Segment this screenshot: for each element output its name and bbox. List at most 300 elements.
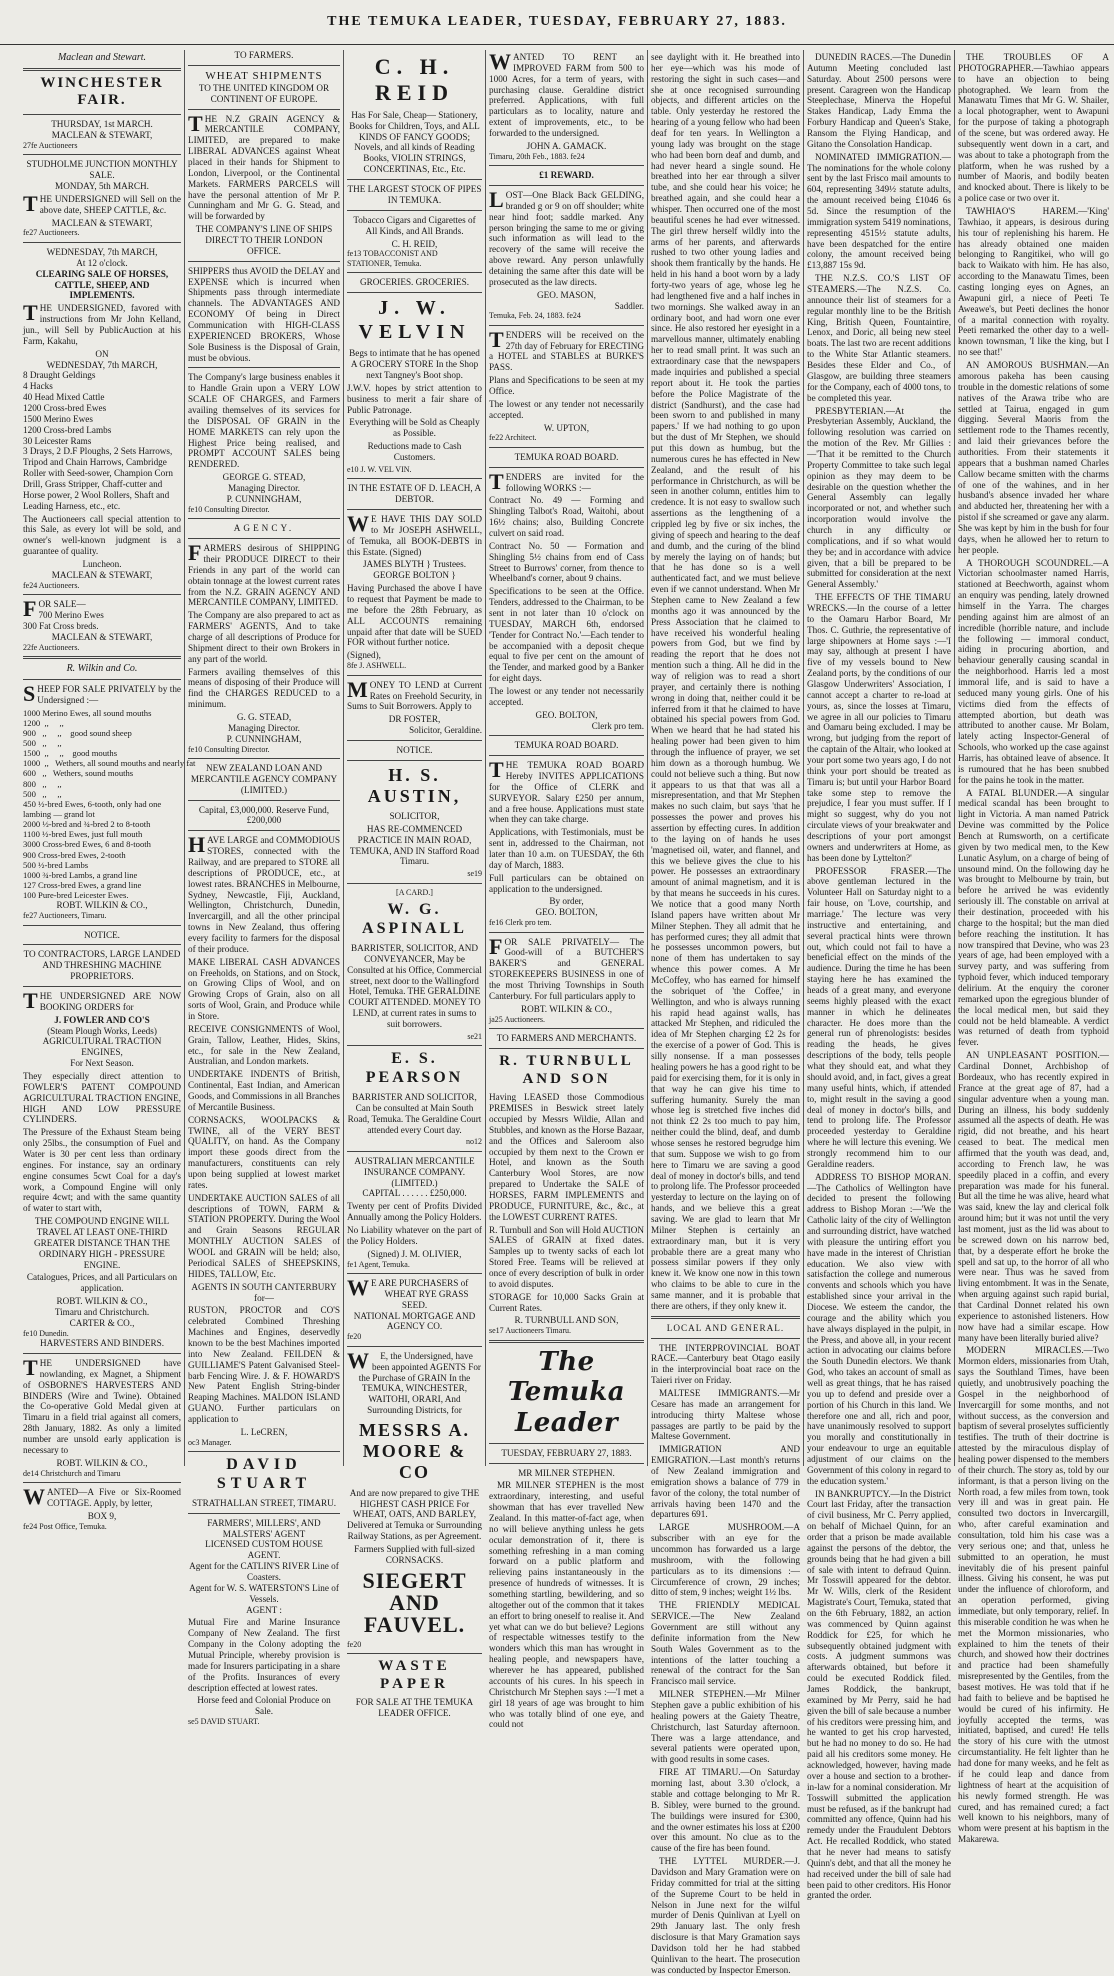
ad-body: Catalogues, Prices, and all Particulars on application. (26, 1272, 178, 1294)
ad-title: TEMUKA ROAD BOARD. (514, 740, 619, 751)
divider (347, 292, 482, 293)
ad-sub: Horse feed and Colonial Produce on Sale. (197, 1695, 331, 1717)
ad-body: Contract No. 50 — Formation and Shingling 5½ chains from end of Cass Street to Burrows' corner, from thence to Wheelband's corner, about 9 chains. (489, 540, 644, 584)
ad-ref: fe10 Dunedin. (23, 1328, 69, 1338)
divider (347, 883, 482, 884)
ad-body: WANTED—A Five or Six-Roomed COTTAGE. Apply, by letter, (23, 1484, 181, 1510)
ad-sig: GEO. BOLTON, (535, 907, 598, 918)
ad-body: THE COMPANY'S LINE OF SHIPS DIRECT TO THEIR LONDON OFFICE. (195, 224, 333, 256)
ad-ref: no12 (466, 1137, 482, 1147)
news-item: THE N.Z.S. CO.'S LIST OF STEAMERS.—The N.Z.S. Co. announce their list of steamers for a regular monthly line to be the British King, British Queen, Fountaintire, Lenox, and Doric, all being new steel boats. The last two are recent additions to the White Star Atlantic steamers. Besides these Elder and Co., of Glasgow, are building three steamers for the Company, each of 4000 tons, to be completed this year. (807, 273, 951, 403)
list-item: 1200 ,, ,, (23, 717, 64, 728)
ad-title: IN THE ESTATE OF D. LEACH, A DEBTOR. (347, 483, 482, 505)
article-body: see daylight with it. He breathed into her eye—which was his mode of restoring the sight in such cases—and she at once recognised surrounding objects, and different articles on the table. Only yesterday he restored the hearing of a young fellow who had been deaf for ten years. In Wellington a young lady was brought on the stage who had been born deaf and dumb, and had never heard a single sound. He breathed into her ear through a silver tube, and she could hear his voice; he breathed again, and she could hear a whisper. Then occurred one of the most beautiful scenes he had ever witnessed. The girl threw herself wildly into the arms of her parents, and afterwards rushed to two other young ladies and shook them frantically by the hands. He held in his hand a boot worn by a lady forty-two years of age, whose leg he had lengthened five and a half inches in two mornings. She walked away in an ordinary boot, and had worn one ever since. He also restored her eyesight in a marvellous manner, ultimately enabling her to read small print. It was such an extraordinary case that the newspapers made inquiries and published a special report about it. He took the parties before the Police Magistrate of the district (Sandhurst), and the case had been sworn to and published in many papers.' If we had nothing to go upon but the dust of Mr Stephen, we should put this down as humbug, but the numerous cures he has effected in New Zealand, and the result of his performance in Christchurch, as will be seen in another column, entitles him to credence. It is not easy to swallow such assertions as the lengthening of a crippled leg by five or six inches, the giving of speech and hearing to the deaf and dumb, and the curing of the blind by merely the laying on of hands; but that he has done so is a well authenticated fact, and we must believe even if we cannot understand. When Mr Stephen came to New Zealand a few months ago it was announced by the Press Association that he claimed to have received his wonderful healing powers from God, but we find by reading the report that he does not mention such a thing. All he did in the way of religion was to read a short prayer, and certainly there is nothing wrong in doing that, neither could it be inferred from it that he claimed to have obtained his special powers from God. When we heard that he had stated his healing power had been given to him through the influence of prayer, we set him down as a thorough humbug. We could not believe such a thing. But now it appears to us that that was all a misrepresentation, and that Mr Stephen makes no such claim, but says 'that he possesses the power and proves his assertion by effecting cures. In addition to the laying on of hands he uses 'magnetised oil, water, and flannel, and this we believe gives the clue to his power. He possesses an extraordinary amount of animal magnetism, and it is by that means he succeeds in his cures. We notice that a good many North Island papers have written about Mr Milner Stephen. They all admit that he has performed cures; they all admit that he possesses uncommon powers, but none of them has undertaken to say whence this power comes. A Mr McCoffey, who has earned for himself the sobriquet of 'the Coffee,' in Wellington, and who is always running his rapid head against walls, has attacked Mr Stephen, and ridiculed the idea of Mr Stephen charging £2 2s for the exercise of a power of God. This is silly nonsense. If a man possesses healing powers he has a good right to be paid for exercising them, for it is only in that way he can give his time to suffering humanity. Surely the man whose leg is stretched five inches did not think £2 2s too much to pay him, neither could the blind, deaf, and dumb whose senses he restored begrudge him that sum. Suppose we wish to go from here to Timaru we are saving a good deal of money in doctor's bills, and tend to prolong life. The Professor proceeded yesterday to lecture on the laying on of hands, and we believe this a great saving. We are glad to learn that Mr Milner Stephen is certainly an extraordinary man, but it is very probable there are a great many who possess similar powers if they only knew it. We know one now in this town who claims to be able to cure in the same manner, and it is probable that there are others, if they only knew it. (651, 52, 800, 1311)
ad-signed: (Signed), (347, 650, 381, 661)
ad-body: Everything will be Sold as Cheaply as Possible. (349, 417, 480, 439)
divider (347, 509, 482, 510)
divider (23, 68, 181, 71)
ad-title: AUSTRALIAN MERCANTILE INSURANCE COMPANY. (LIMITED.) (354, 1155, 475, 1188)
list-item: 1100 ½-bred Ewes, just full mouth (23, 829, 143, 840)
news-item: THE LYTTEL MURDER.—J. Davidson and Mary Gramation were on Friday committed for trial at the sitting of the Supreme Court to be held in Nelson in June next for the wilful murder of Denis Quinlivan at Lyell on 29th January last. The only fresh disclosure is that Mary Gramation says Davidson told her he had stabbed Quinlivan to the heart. The prosecution was conducted by Inspector Emerson. (651, 1856, 800, 1975)
ad-capital: Capital, £3,000,000. Reserve Fund, £200,000 (198, 804, 330, 826)
list-item: 8 Draught Geldings (23, 370, 96, 381)
ad-ref: fe22 Architect. (489, 433, 537, 443)
ad-title: TO FARMERS. (234, 50, 294, 60)
ad-ref: 27fe Auctioneers (23, 140, 78, 150)
ad-ref: fe27 Auctioneers, Timaru. (23, 911, 107, 921)
paper-title: The Temuka Leader (507, 1346, 626, 1439)
ad-ref: Temuka, Feb. 24, 1883. fe24 (489, 311, 581, 321)
ad-body: Has For Sale, Cheap— Stationery, Books for Children, Toys, and ALL KINDS OF FANCY GOODS; Novels, and all kinds of Reading Books, VIOLIN STRINGS, CONCERTINAS, Etc., Etc. (349, 109, 480, 175)
ad-sub: AGRICULTURAL TRACTION ENGINES, (42, 1036, 162, 1058)
ad-sig: L. LeCREN, (240, 1426, 288, 1437)
ad-sig: Solicitor, Geraldine. (409, 725, 482, 736)
ad-date: THURSDAY, 1st MARCH. (51, 119, 153, 130)
ad-ref: fe13 TOBACCONIST AND STATIONER, Temuka. (347, 249, 438, 268)
ad-date: WEDNESDAY, 7th MARCH, (46, 246, 158, 257)
ad-on: ON (95, 348, 109, 359)
ad-body: Farmers Supplied with full-sized CORNSACKS. (354, 1543, 475, 1565)
ad-name: DAVID STUART (216, 1456, 312, 1492)
ad-body: SHIPPERS thus AVOID the DELAY and EXPENSE which is incurred when Shipments pass through intermediate channels. The ADVANTAGES AND ECONOMY Of being in Direct Communication with HIGH-CLASS EXPERIENCED BROKERS, Whose Sole Business is the Disposal of Grain, must be obvious. (188, 265, 340, 363)
divider (347, 1273, 482, 1274)
column-6 (803, 50, 954, 1901)
ad-order: By order, (549, 896, 584, 907)
masthead-title: THE TEMUKA LEADER, TUESDAY, FEBRUARY 27, 1883. (327, 14, 787, 29)
divider (347, 210, 482, 211)
divider (188, 830, 340, 831)
divider (188, 367, 340, 368)
ad-body: Contract No. 49 — Forming and Shingling Talbot's Road, Waitohi, about 16½ chains; also, Building Concrete culvert on said road. (489, 495, 644, 538)
ad-title: FOR SALE— (23, 596, 86, 622)
divider (347, 1653, 482, 1654)
ad-sig: P. CUNNINGHAM, (226, 733, 302, 744)
ad-body: THE N.Z GRAIN AGENCY & MERCANTILE COMPANY, LIMITED, are prepared to make LIBERAL ADVANCES against Wheat placed in their hands for Shipment to London, Liverpool, or the Continental Markets. FARMERS PARCELS will have the personal attention of Mr P. Cunningham and Mr G. G. Stead, and will be forwarded by (188, 110, 340, 222)
ad-title: HARVESTERS AND BINDERS. (39, 1338, 165, 1349)
list-item: 500 ,, ,, (23, 737, 62, 748)
ad-body: Applications, with Testimonials, must be sent in, addressed to the Chairman, not later than 10 a.m. on TUESDAY, the 6th day of March, 1883. (489, 827, 644, 870)
ad-body: THE TEMUKA ROAD BOARD Hereby INVITES APPLICATIONS for the Office of CLERK and SURVEYOR. Salary £250 per annum, and a free house. Applications must state when they can take charge. (489, 757, 644, 825)
ad-ref: fe16 Clerk pro tem. (489, 918, 552, 928)
ad-body: STORAGE for 10,000 Sacks Grain at Current Rates. (489, 1291, 644, 1313)
ad-name: MESSRS A. MOORE & CO (358, 1419, 471, 1483)
ad-firm: CARTER & CO., (69, 1317, 135, 1328)
ad-ref: se19 (467, 869, 482, 879)
divider (23, 1353, 181, 1354)
ad-body: Begs to intimate that he has opened A GROCERY STORE In the Shop next Tangney's Boot shop. (349, 348, 480, 380)
list-item: 800 ,, ,, (23, 778, 62, 789)
news-item: A THOROUGH SCOUNDREL.—A Victorian schoolmaster named Harris, stationed at Beechworth, against whom an enquiry was pending, lately drowned himself in the Yarra. The charges pending against him are almost of an incredible (horrible nature, and include the following — immoral conduct, aiding in procuring abortion, and behaviour generally causing scandal in the neighborhood. Harris led a most immoral life, and is said to have a seduced many young girls. One of his victims died from the effects of attempted abortion, but death was attributed to another cause. Mr Bolam, lately acting Inspector-General of Schools, who worked up the case against Harris, has obtained leave of absence. It is rumoured that he has been snubbed for the pains he took in the matter. (958, 557, 1109, 785)
ad-body: The lowest or any tender not necessarily accepted. (489, 686, 644, 707)
ad-firm: ROBT. WILKIN & CO., (56, 1296, 148, 1307)
ad-sig: C. H. REID, (391, 238, 438, 249)
ad-body: WHEAT RYE GRASS SEED. (384, 1288, 469, 1310)
divider (489, 325, 644, 326)
ad-ref: 22fe Auctioneers. (23, 642, 80, 652)
divider (347, 1045, 482, 1046)
divider (23, 925, 181, 926)
ad-firm: NATIONAL MORTGAGE AND AGENCY CO. (353, 1310, 476, 1332)
ad-body: CORNSACKS, WOOLPACKS & TWINE, all of the VERY BEST QUALITY, on hand. As the Company import these goods direct from the manufacturers, constituents can rely upon being supplied at lowest market rates. (188, 1114, 340, 1190)
ad-name: H. S. AUSTIN, (367, 764, 462, 806)
news-item: MALTESE IMMIGRANTS.—Mr Cesare has made an arrangement for introducing thirty Maltese whose passages are partly to be paid by the Maltese Government. (651, 1387, 800, 1442)
news-item: NOMINATED IMMIGRATION.—The nominations for the whole colony sent by the last Frisco mail amounts to 604, representing 349½ statute adults, the amount received being £1046 6s 5d. Since the resumption of the immigration system 5419 nominations, representing 4515½ statute adults, have been despatched for the entire colony, the amount received being £13,887 15s 9d. (807, 151, 951, 271)
ad-ref: Timaru, 20th Feb., 1883. fe24 (489, 151, 585, 161)
divider (23, 154, 181, 155)
ad-sig: G. G. STEAD, (236, 711, 292, 722)
news-item: A FATAL BLUNDER.—A singular medical scandal has been brought to light in Victoria. A man named Patrick Devine was committed by the Police Bench at Rumsworth, on a certificate given by two medical men, to the Kew Lunatic Asylum, on a charge of being of unsound mind. On the following day he was brought to Melbourne by train, but before he arrived he was evidently seriously ill. The constable on arrival at their destination, proceeded with his charge to the hospital; but the man died before reaching the institution. It has now transpired that Devine, who was 23 years of age, had been employed with a survey party, and was suffering from typhoid fever, which induced temporary delirium. At the enquiry the coroner remarked upon the egregious blunder of the local medical men, but said they could not be held blameable. A verdict was returned of death from typhoid fever. (958, 787, 1109, 1048)
ad-title: TO CONTRACTORS, LARGE LANDED AND THRESHING MACHINE PROPRIETORS. (23, 949, 181, 982)
list-item: 900 Cross-bred Ewes, 2-tooth (23, 849, 126, 860)
column-7 (954, 50, 1112, 1845)
divider (489, 1340, 644, 1343)
list-item: 3000 Cross-bred Ewes, 6 and 8-tooth (23, 839, 151, 850)
ad-body: J.W.V. hopes by strict attention to business to merit a fair share of Public Patronage. (347, 382, 482, 415)
ad-sig: Managing Director. (228, 722, 300, 733)
ad-body: The Company's large business enables it to Handle Grain upon a VERY LOW SCALE OF CHARGES, and Farmers availing themselves of its services for the DISPOSAL OF GRAIN in the HOME MARKETS can rely upon the Highest Price being realised, and PROMPT ACCOUNT SALES being RENDERED. (188, 372, 340, 470)
article-title: MR MILNER STEPHEN. (518, 1467, 615, 1478)
ad-body: The Pressure of the Exhaust Steam being only 25lbs., the consumption of Fuel and Water is 30 per cent less than ordinary engines. For instance, say an ordinary engine consumes 5cwt Coal for a day's work, a Compound Engine will only require 4cwt; and with the same quantity of water to start with, (23, 1127, 181, 1214)
ad-title: TO FARMERS AND MERCHANTS. (496, 1033, 637, 1043)
news-item: THE TROUBLES OF A PHOTOGRAPHER.—Tawhiao appears to have an objection to being photographed. We learn from the Manawatu Times that Mr G. W. Shailer, a local photographer, went to Awapuni for the purpose of taking a photograph of the scene, but was ordered away. He subsequently went down in a cart, and was about to take a photograph from the platform, when he was rushed by a number of Maoris, and bodily beaten and knocked about. There is likely to be a police case or two over it. (958, 52, 1109, 204)
ad-sub: Agent for W. S. WATERSTON'S Line of Vessels. (189, 1582, 339, 1604)
ad-ref: se17 Auctioneers Timaru. (489, 1326, 571, 1336)
divider (489, 755, 644, 756)
ad-body: Mutual Fire and Marine Insurance Company of New Zealand. The first Company in the Colony adopting the Mutual Principle, whereby provision is made for Insurers participating in a share of the Profits. Insurances of every description effected at lowest rates. (188, 1617, 340, 1693)
divider (651, 1338, 800, 1339)
ad-body: FARMERS desirous of SHIPPING their PRODUCE DIRECT to their Friends in any part of the world can obtain tonnage at the lowest current rates from the N.Z. GRAIN AGENCY AND MERCANTILE COMPANY, LIMITED. (188, 540, 340, 608)
divider (188, 261, 340, 262)
ad-title: WASTE PAPER (378, 1658, 451, 1692)
ad-firm: ROBT. WILKIN & CO., (56, 1457, 148, 1468)
section-title: LOCAL AND GENERAL. (666, 1322, 785, 1333)
ad-title: GROCERIES. GROCERIES. (360, 277, 469, 288)
divider (23, 242, 181, 243)
article-body: MR MILNER STEPHEN is the most extraordinary, interesting, and useful showman that has ever travelled New Zealand. In this matter-of-fact age, when no will believe anything unless he gets ocular demonstration of it, there is something refreshing in a man coming forward on a public platform and relieving pains instantaneously in the presence of hundreds of witnesses. It is something startling, bewildering, and so altogether out of the common that it takes an effort to bring oneself to realise it. And yet what can we do but believe? Legions of respectable witnesses testify to the wonders which this man has wrought in healing people, and newspapers have, wherever he has appeared, published accounts of his cures. In his speech in Christchurch Mr Stephen says :—'I met a girl 18 years of age was brought to him who was totally blind of one eye, and could not (489, 1480, 644, 1730)
ad-body: The lowest or any tender not necessarily accepted. (489, 398, 644, 420)
ad-ref: fe10 Consulting Director. (188, 744, 270, 754)
list-item: 127 Cross-bred Ewes, a grand line (23, 879, 142, 890)
ad-firm: MACLEAN & STEWART, (51, 130, 153, 141)
ad-name: W. G. ASPINALL (362, 901, 467, 938)
list-item: 40 Head Mixed Cattle (23, 392, 105, 403)
ad-sig: P. CUNNINGHAM, (226, 493, 302, 504)
ad-body: Reductions made to Cash Customers. (367, 441, 462, 463)
ad-note: The Auctioneers call special attention to this Sale, as every lot will be sold, and owner's well-known judgment is a guarantee of quality. (23, 513, 181, 557)
list-item: 3 Drays, 2 D.F Ploughs, 2 Sets Harrows, Tripod and Chain Harrows, Cambridge Roller with Seed-sower, Champion Corn Drill, Grass Stripper, Chaff-cutter and Horse power, 2 Wool Rollers, Shaft and Leading Harness, etc., etc. (23, 446, 173, 511)
ad-firm: MACLEAN & STEWART, (51, 631, 153, 642)
ad-date: MONDAY, 5th MARCH. (55, 181, 149, 192)
divider (347, 675, 482, 676)
news-item: LARGE MUSHROOM.—A subscriber with an eye for the uncommon has forwarded us a large mushroom, with the following particulars as to its dimensions :—Circumference of crown, 29 inches; ditto of stem, 9 inches; weight 1½ lbs. (651, 1522, 800, 1598)
ad-sig: JOHN A. GAMACK. (526, 140, 607, 151)
ad-ref: ja25 Auctioneers. (489, 1014, 545, 1024)
list-item: 1000 ¾-bred Lambs, a grand line (23, 869, 138, 880)
list-item: 500 ½-bred Lambs (23, 859, 89, 870)
ad-sub: AGENTS IN SOUTH CANTERBURY for— (191, 1281, 337, 1303)
divider (23, 594, 181, 595)
ad-card: [A CARD.] (396, 887, 433, 897)
ad-title: WE ARE PURCHASERS of (347, 1275, 469, 1301)
ad-body: R. Turnbull and Son will Hold AUCTION SALES of GRAIN at fixed dates. Samples up to twenty sacks of each lot Stored Free. Teams will be relieved at once of every description of bulk in order to avoid disputes. (489, 1224, 644, 1289)
list-item: 30 Leicester Rams (23, 435, 92, 446)
ad-body: The Company are also prepared to act as FARMERS' AGENTS, And to take charge of all descriptions of Produce for Shipment direct to their own Brokers in any part of the world. (188, 610, 340, 664)
divider (489, 932, 644, 933)
ad-body: Having LEASED those Commodious PREMISES in Beswick street lately occupied by Messrs Wildie, Allan and Stubbles, and known as the Horse Bazaar, and the Offices and Saleroom also occupied by them next to the Crown er Hotel, and known as the South Canterbury Wool Stores, are now prepared to Undertake the SALE of HORSES, FARM IMPLEMENTS and PRODUCE, FURNITURE, &c., &c., at the LOWEST CURRENT RATES. (489, 1092, 644, 1222)
notice-title: NOTICE. (396, 744, 433, 755)
divider (188, 758, 340, 759)
ad-name: R. TURNBULL AND SON (499, 1052, 634, 1087)
ad-body: HAVE LARGE and COMMODIOUS STORES, connected with the Railway, and are prepared to STORE all descriptions of PRODUCE, etc., at lowest rates. BRANCHES in Melbourne, Sydney, Newcastle, Fiji, Auckland, Wellington, Christchurch, Dunedin, Invercargill, and all the other principal towns in New Zealand, thus offering every facility to farmers for the disposal of their produce. (188, 832, 340, 954)
ad-capital: CAPITAL . . . . . . £250,000. (362, 1188, 467, 1199)
news-item: FIRE AT TIMARU.—On Saturday morning last, about 3.30 o'clock, a stable and cottage belonging to Mr R. B. Sibley, were burned to the ground. The buildings were insured for £300, and the owner estimates his loss at £200 over this amount. No clue as to the cause of the fire has been found. (651, 1767, 800, 1854)
news-item: IMMIGRATION AND EMIGRATION.—Last month's returns of New Zealand immigration and emigration shows a balance of 779 in favor of the colony, the total number of arrivals having been 1470 and the departures 691. (651, 1444, 800, 1520)
ad-sig: JAMES BLYTH } Trustees. GEORGE BOLTON } (362, 559, 467, 581)
divider (489, 1463, 644, 1464)
ad-items (23, 370, 181, 511)
ad-body: THE UNDERSIGNED, favored with instructions from Mr John Kelland, jun., will Sell by PublicAuction at his Farm, Kakahu, (23, 300, 181, 346)
ad-ref: e10 J. W. VEL VIN. (347, 464, 412, 474)
ad-body: RUSTON, PROCTOR and CO'S celebrated Combined Threshing Machines and Engines, deservedly known to be the best Machines imported into New Zealand. FEILDEN & GUILLIAME'S Patent Galvanised Steel-barb Fencing Wire. J. & F. HOWARD'S New Patent English String-binder Reaping Machines. MALDON ISLAND GUANO. Further particulars on application to (188, 1305, 340, 1424)
divider (188, 800, 340, 801)
ad-sig: (Signed) J. M. OLIVIER, (367, 1248, 462, 1259)
ad-body: UNDERTAKE INDENTS of British, Continental, East Indian, and American Goods, and Commissions in all Branches of Mercantile Business. (188, 1069, 340, 1112)
ad-body: UNDERTAKE AUCTION SALES of all descriptions of TOWN, FARM & STATION PROPERTY. During the Wool and Grain Seasons REGULAR MONTHLY AUCTION SALES of WOOL and GRAIN will be held; also, Periodical SALES of SHEEPSKINS, HIDES, TALLOW, Etc. (188, 1192, 340, 1279)
news-item: TAWHIAO'S HAREM.—'King' Tawhiao, it appears, is desirous during his tour of replenishing his harem. He has already obtained one maiden belonging to Rangitikei, who will go back to Waikato with him. He has also, according to the Manawatu Times, been casting longing eyes on Agnes, an Awapuni girl, a niece of Peeti Te Aweawe's, but Peeti declines the honor of a marital connection with royalty. Peeti remarked the other day to a well-known townsman, 'I like the king, but I no see that!' (958, 206, 1109, 358)
ad-title: TEMUKA ROAD BOARD. (514, 451, 619, 462)
news-item: MILNER STEPHEN.—Mr Milner Stephen gave a public exhibition of his healing powers at the Gaiety Theatre, Christchurch, last Saturday afternoon. There was a large attendance, and several patients were operated upon, with good results in some cases. (651, 1689, 800, 1765)
divider (347, 179, 482, 180)
list-item: 1000 Merino Ewes, all sound mouths (23, 707, 152, 718)
ad-firm: ROBT. WILKIN & CO., (56, 900, 148, 911)
divider (489, 1028, 644, 1029)
ad-body: THE COMPOUND ENGINE WILL TRAVEL AT LEAST ONE-THIRD GREATER DISTANCE THAN THE ORDINARY HIGH - PRESSURE ENGINE. (34, 1216, 170, 1270)
ad-title: AGENCY. (233, 523, 295, 534)
ad-body: They especially direct attention to FOWLER'S PATENT COMPOUND AGRICULTURAL TRACTION ENGINE, HIGH AND LOW PRESSURE CYLINDERS. (23, 1070, 181, 1125)
ad-body: And are now prepared to give THE HIGHEST CASH PRICE For WHEAT, OATS, AND BARLEY, Delivered at Temuka or Surrounding Railway Stations, as per Agreement. (347, 1487, 482, 1542)
ad-sig: GEO. BOLTON, (535, 709, 598, 720)
ad-title: STUDHOLME JUNCTION MONTHLY SALE. (26, 159, 178, 181)
divider (23, 679, 181, 680)
section-header: Maclean and Stewart. (57, 52, 147, 63)
divider (489, 447, 644, 448)
list-item: 300 Fat Cross breds. (23, 620, 99, 631)
divider (489, 165, 644, 166)
news-item: PRESBYTERIAN.—At the Presbyterian Assembly, Auckland, the following resolution was carried on the motion of the Rev. Mr Gillies :—'That it be remitted to the Church Property Committee to take such legal opinion as they may deem to be desirable on the question whether the General Assembly can legally incorporated or not, and whether such incorporation would involve the church in any difficulty or complications, and if so what would they be; and in accordance with advice given, that a bill be prepared to be submitted for consideration at the next General Assembly.' (807, 405, 951, 590)
divider (23, 986, 181, 987)
ad-sig: W. UPTON, (543, 422, 590, 433)
ad-body: Tobacco Cigars and Cigarettes of All Kinds, and All Brands. (353, 214, 476, 236)
ad-name: J. FOWLER AND CO'S (54, 1014, 150, 1025)
ad-sub: THE LARGEST STOCK OF PIPES IN TEMUKA. (347, 184, 482, 205)
ad-sig: Managing Director. (228, 483, 300, 494)
ad-body: BARRISTER, SOLICITOR, AND CONVEYANCER, May be Consulted at his Office, Commercial street, next door to the Wallingford Hotel, Temuka. THE GERALDINE COURT ATTENDED. MONEY TO LEND, at current rates in sums to suit borrowers. (347, 942, 482, 1029)
list-item: 1000 ,, Wethers, all sound mouths and nearly fat (23, 758, 196, 769)
divider (188, 1451, 340, 1452)
ad-body: Having Purchased the above I have to request that Payment be made to me before the 28th February, as ALL ACCOUNTS remaining unpaid after that date will be SUED FOR without further notice. (347, 583, 482, 648)
section-header: R. Wilkin and Co. (66, 663, 138, 675)
divider (188, 109, 340, 110)
ad-body: FOR SALE AT THE TEMUKA LEADER OFFICE. (355, 1697, 474, 1719)
ad-sub: TO THE UNITED KINGDOM OR CONTINENT OF EUROPE. (198, 82, 330, 104)
divider (651, 1316, 800, 1319)
ad-firm: Timaru and Christchurch. (54, 1307, 150, 1317)
ad-body: LOST—One Black Back GELDING, branded g or 9 on off shoulder; white near hind foot; saddle marked. Any person bringing the same to me or giving such information as will lead to the recovery of the same will receive the above reward. Any person unlawfully detaining the same after this date will be prosecuted as the law directs. (489, 187, 644, 287)
masthead (0, 0, 1114, 45)
ad-body: Specifications to be seen at the Office. Tenders, addressed to the Chairman, to be sent in not later than 10 o'clock on TUESDAY, MARCH 6th, endorsed 'Tender for Contract No.'—Each tender to be accompanied with a deposit cheque equal to five per cent on the amount of the Tender, and marked good by a Banker for eight days. (489, 586, 644, 684)
ad-lunch: Luncheon. (82, 558, 122, 569)
sheep-list (23, 707, 196, 901)
ad-body: WE, the Undersigned, have been appointed AGENTS For the Purchase of GRAIN In the TEMUKA, WINCHESTER, WAITOHI, ORARI, And Surrounding Districts, for (347, 1347, 481, 1416)
divider (489, 467, 644, 468)
column-3 (343, 50, 485, 1719)
list-item: 4 Hacks (23, 381, 53, 392)
ad-title: £1 REWARD. (539, 170, 594, 181)
divider (188, 518, 340, 519)
ad-body: MONEY TO LEND at Current Rates on Freehold Security, in Sums to Suit Borrowers. Apply to (347, 676, 482, 712)
ad-sig: GEORGE G. STEAD, (222, 472, 306, 483)
ad-ref: fe24 Auctioneers. (23, 580, 80, 590)
ad-name: E. S. PEARSON (365, 1050, 464, 1087)
column-4 (485, 49, 647, 1730)
ad-title: WHEAT SHIPMENTS (205, 69, 323, 82)
ad-firm: SIEGERT AND FAUVEL. (362, 1567, 467, 1637)
ad-body: WE HAVE THIS DAY SOLD to Mr JOSEPH ASHWELL, of Temuka, all BOOK-DEBTS in this Estate. (Signed) (347, 511, 482, 557)
divider (347, 272, 482, 273)
ad-sub: LICENSED CUSTOM HOUSE AGENT. (205, 1539, 323, 1561)
ad-sig: DR FOSTER, (388, 714, 441, 725)
ad-sub: AGENT : (246, 1604, 282, 1615)
divider (347, 1151, 482, 1152)
ad-ref: fe1 Agent, Temuka. (347, 1259, 410, 1269)
ad-ref: Clerk pro tem. (591, 720, 644, 731)
ad-body: THE UNDERSIGNED will Sell on the above date, SHEEP CATTLE, &c. (23, 190, 181, 216)
divider (347, 478, 482, 479)
notice-title: NOTICE. (84, 929, 120, 940)
ad-body: No Liability whatever on the part of the Policy Holders. (347, 1225, 482, 1246)
ad-body: WANTED TO RENT an IMPROVED FARM from 500 to 1000 Acres, for a term of years, with purchasing clause. Geraldine district preferred. Applications, with full particulars as to locality, nature and extent of improvements, etc., to be forwarded to the undersigned. (489, 49, 644, 139)
ad-body: MAKE LIBERAL CASH ADVANCES on Freeholds, on Stations, and on Stock, on Growing Clips of Wool, and on Growing Crops of Grain, also on all sorts of Wool, Grain, and Produce while in Store. (188, 956, 340, 1022)
ad-ref: se21 (467, 1031, 482, 1041)
ad-ref: fe10 Consulting Director. (188, 504, 270, 514)
divider (489, 735, 644, 736)
news-item: PROFESSOR FRASER.—The above gentleman lectured in the Volunteer Hall on Saturday night to a fair house, on 'Love, courtship, and marriage.' The lecture was very instructive and entertaining, and several practical hints were thrown out, which could not fail to have a beneficial effect on the minds of the audience. During the time he has been staying here he has examined the heads of a great many, and everyone seems highly pleased with the exact manner in which he delineates character. He does more than the general run of phrenologists: besides reading the heads, he gives descriptions of the body, tells people what they should eat, and what they should avoid, and, in fact, gives a great many useful hints, which, if attended to, might result in the saving a good deal of money in doctor's bills, and tend to prolong life. The Professor proceeded yesterday to Geraldine where he will lecture this evening. We strongly recommend him to our Geraldine readers. (807, 865, 951, 1169)
divider (347, 740, 482, 741)
ad-firm: MACLEAN & STEWART, (51, 217, 153, 228)
divider (347, 1346, 482, 1347)
list-item: 700 Merino Ewes (38, 610, 104, 620)
divider (23, 944, 181, 945)
column-5 (647, 50, 803, 1975)
ad-ref: 8fe J. ASHWELL. (347, 661, 407, 671)
ad-sub: (Steam Plough Works, Leeds) (47, 1025, 157, 1036)
news-item: ADDRESS TO BISHOP MORAN.—The Catholics of Wellington have decided to present the following address to Bishop Moran :—'We the Catholic laity of the city of Wellington and surrounding district, have watched with pleasure the untiring effort you have made in the interest of Christian education. We also view with satisfaction the college and numerous convents and schools which you have established since your arrival in the Diocese. We esteem the candor, the courage and the ability which you have always displayed in the pulpit, in the Press, and above all, in your recent action in advocating our claims before the South Dunedin electors. We thank God, who takes an account of small as well as great things, that he has raised you up to defend and preside over a portion of his Church in this land. We therefore one and all, rich and poor, have unanimously resolved to support you morally and constitutionally in your endeavour to urge an equitable adjustment of our claims on the Government of this colony in regard to the education system.' (807, 1171, 951, 1486)
ad-ref: fe24 Post Office, Temuka. (23, 1521, 107, 1531)
divider (347, 760, 482, 761)
divider (489, 1048, 644, 1049)
ad-ref: de14 Christchurch and Timaru (23, 1468, 121, 1478)
ad-title: NEW ZEALAND LOAN AND MERCANTILE AGENCY COMPANY (LIMITED.) (190, 762, 338, 795)
news-item: THE FRIENDLY MEDICAL SERVICE.—The New Zealand Government are still without any definite information from the New South Wales Government as to the intentions of the latter touching a renewal of the contract for the San Francisco mail service. (651, 1600, 800, 1687)
divider (188, 1513, 340, 1514)
divider (188, 65, 340, 66)
ad-ref: fe27 Auctioneers. (23, 228, 80, 238)
news-item: THE EFFECTS OF THE TIMARU WRECKS.—In the course of a letter to the Oamaru Harbor Board, Mr Thos. C. Guthrie, the representative of large shipowners at Home says :—'I may say, although at present I have five of my vessels bound to New Zealand ports, by the conditions of our Glasgow Underwriters' Association, I cannot accept a charter to re-load at yours, as, since the losses at Timaru, we agree in all our policies to Timaru and Oamaru being excluded. I may be wrong, but judging from the report of the captain of the Altair, who looked at your port some two years ago, I do not think your port should be treated as Timaru is; but until your Harbor Board take some step to remove the prejudice, I fear you must suffer. If I might so suggest, why do you not circulate views of your breakwater and descriptions of your port amongst owners and underwriters at Home, as has been done by Lyttelton?' (807, 592, 951, 863)
ad-body: Farmers availing themselves of this means of disposing of their Produce will find the CHARGES REDUCED to a minimum. (188, 666, 340, 710)
ad-sig: Saddler. (614, 300, 644, 311)
ad-name: C. H. REID (374, 54, 455, 105)
paper-date: TUESDAY, FEBRUARY 27, 1883. (501, 1447, 632, 1458)
ad-addr: STRATHALLAN STREET, TIMARU. (191, 1497, 337, 1508)
ad-ref: fe20 (347, 1639, 362, 1649)
list-item: 1200 Cross-bred Ewes (23, 402, 107, 413)
ad-sub: Agent for the CATLIN'S RIVER Line of Coasters. (189, 1561, 339, 1583)
ad-sig: ROBT. WILKIN & CO., (520, 1003, 613, 1014)
ad-body: TENDERS are invited for the following WORKS :— (489, 468, 644, 494)
ad-sub: For Next Season. (70, 1058, 134, 1069)
ad-time: At 12 o'clock. (76, 257, 128, 268)
divider (489, 185, 644, 186)
ad-sub: SOLICITOR, (389, 811, 440, 822)
list-item: 500 ,, ,, (23, 788, 62, 799)
divider (188, 538, 340, 539)
divider (23, 1482, 181, 1483)
ad-body: FOR SALE PRIVATELY— The Good-will of a BUTCHER'S BAKER'S and GENERAL STOREKEEPERS BUSINESS in one of the most Thriving Townships in South Canterbury. For full particulars apply to (489, 933, 644, 1001)
divider (23, 114, 181, 115)
list-item: 100 Pure-bred Leicester Ewes. (23, 890, 129, 901)
ad-body: Plans and Specifications to be seen at my Office. (489, 375, 644, 396)
divider (23, 656, 181, 659)
ad-ref: se5 DAVID STUART. (188, 1717, 260, 1727)
ad-title: SHEEP FOR SALE PRIVATELY by the Undersigned :— (23, 680, 181, 706)
ad-sig: R. TURNBULL AND SON, (514, 1315, 619, 1326)
ad-ref: oc3 Manager. (188, 1437, 232, 1447)
column-2 (184, 50, 343, 1727)
ad-body: BARRISTER AND SOLICITOR, Can be consulted at Main South Road, Temuka. The Geraldine Court attended every Court day. (347, 1092, 482, 1135)
news-item: THE INTERPROVINCIAL BOAT RACE.—Canterbury beat Otago easily in the interprovincial boat race on the Taieri river on Friday. (651, 1342, 800, 1386)
news-item: AN AMOROUS BUSHMAN.—An amorous pakeha has been causing trouble in the domestic relations of some natives of the Arawa tribe who are settled at Tairua, engaged in gum digging. Several Maoris from the settlement rode to the Thames recently, and laid their grievances before the authorities. From their statements it appears that a bushman named Charles Callow became smitten with the charms of one of the wahines, and in her husband's absence invaded her whare and abducted her, threatening her with a pistol if she screamed or gave any alarm. She was kept by him in the bush for four days, when he allowed her to return to her people. (958, 360, 1109, 555)
ad-title: WINCHESTER FAIR. (40, 74, 164, 109)
list-item: 600 ,, Wethers, sound mouths (23, 768, 134, 779)
news-item: IN BANKRUPTCY.—In the District Court last Friday, after the transaction of civil business, Mr C. Perry applied, on behalf of Michael Quinn, for an order that a prison be made available against the persons of the debtor, the grounds being that he had given a bill of sale with intent to defraud Quinn. Mr Tosswill appeared for the debtor. Mr W. Wills, clerk of the Resident Magistrate's Court, Temuka, stated that on the 6th February, 1882, an action was commenced by Quinn against Roddick for £25, for which he subsequently obtained judgment with costs. A judgment summons was afterwards obtained, but before it could be executed Roddick filed. James Roddick, the bankrupt, examined by Mr Perry, said he had given the bill of sale because a number of his creditors were pressing him, and he wanted to get his crop harvested, but he had no money to do so. He had paid all his creditors some money. He acknowledged, however, having made over a house and section to a brother-in-law for a nominal consideration. Mr Tosswill submitted the application must be refused, as if the bankrupt had committed any offence, Quinn had his remedy under the Fraudulent Debtors Act. He recalled Roddick, who stated that he never had means to satisfy Quinn's debt, and that all the money he had received under the bill of sale had been paid to other creditors. His Honor granted the order. (807, 1488, 951, 1901)
ad-title: FARMERS', MILLERS', AND MALSTERS' AGENT (207, 1517, 321, 1539)
list-item: 450 ½-bred Ewes, 6-tooth, only had one lambing — grand lot (23, 798, 162, 819)
column-1 (20, 50, 196, 1531)
ad-name: J. W. VELVIN (358, 297, 471, 343)
ad-body: RECEIVE CONSIGNMENTS of Wool, Grain, Tallow, Leather, Hides, Skins, etc., for sale in the New Zealand, Australian, and London markets. (188, 1023, 340, 1067)
ad-sig: GEO. MASON, (537, 289, 596, 300)
ad-date: WEDNESDAY, 7th MARCH, (46, 359, 158, 370)
ad-body: THE UNDERSIGNED ARE NOW BOOKING ORDERS for (23, 987, 181, 1013)
divider (489, 1443, 644, 1444)
ad-body: Full particulars can be obtained on application to the undersigned. (489, 872, 644, 894)
ad-body: HAS RE-COMMENCED PRACTICE IN MAIN ROAD, TEMUKA, AND IN Stafford Road Timaru. (349, 823, 480, 867)
list-item: 1500 Merino Ewes (23, 413, 93, 424)
ad-ref: fe20 (347, 1332, 362, 1342)
ad-body: THE UNDERSIGNED have nowlanding, ex Magnet, a Shipment of OSBORNE'S HARVESTERS AND BINDERS (Wire and Twine). Obtained the Co-operative Gold Medal given at Timaru in a field trial against all comers, 28th January, 1882. As only a limited number are unsold early application is necessary to (23, 1355, 181, 1455)
ad-body: Twenty per cent of Profits Divided Annually among the Policy Holders. (347, 1201, 482, 1223)
ad-box: BOX 9, (87, 1510, 117, 1521)
ad-firm: MACLEAN & STEWART, (51, 569, 153, 580)
list-item: 2000 ½-bred and ¾-bred 2 to 8-tooth (23, 819, 151, 830)
list-item: 1200 Cross-bred Lambs (23, 424, 112, 435)
news-item: AN UNPLEASANT POSITION.—Cardinal Donnet, Archbishop of Bordeaux, who has recently expired in France at the great age of 87, had a singular adventure when a young man. During an illness, his body suddenly assumed all the aspects of death. He was rigid, did not breathe, and his heart ceased to beat. The medical men affirmed that the youth was dead, and, according to French law, he was speedily placed in a coffin, and every preparation was made for his funeral. But all the time he was alive, heard what was said, knew the lay and clerical folk around him; but it was not until the very last moment, just as the lid was about to be screwed down on his narrow bed, that, by a desperate effort he broke the spell and sat up, to the horror of all who were near. Thus was he saved from living entombment. It was in the Senate, when arguing against such rapid burial, that Cardinal Donnet related his own experience to astonished listeners. How now have had a similar escape. How many have been literally buried alive? (958, 1050, 1109, 1343)
list-item: 900 ,, ,, good sound sheep (23, 727, 132, 738)
news-item: MODERN MIRACLES.—Two Mormon elders, missionaries from Utah, says the Southland Times, have been quietly, and unobtrusively poaching the Gospel in the neighborhood of Invercargill for some months, and not without success, as the conversion and baptism of several proselytes sufficiently testifies. The truth of their doctrine is attested by the miraculous display of healing power dispensed to the members of their church. The story as, told by our informant, is that a person living on the North road, a few miles from town, took very ill and was in great pain. He consulted two doctors in Invercargill, who, after careful examination and consultation, told him his case was a very serious one; and that, unless he submitted to an operation, he must inevitably die of his present painful illness. Giving his consent, he was put under the influence of chloroform, and an operation performed, giving immediate, but only temporary, relief. In this miserable condition he was when he met the Mormon missionaries, who explained to him the tenets of their church, and showed how their doctrines and practice had been shamefully misrepresented by the Gentiles, from the basest motives. He was told that if he had faith to believe and be baptised he would be cured of his infirmity. He joyfully accepted the terms, was initiated, baptised, and cured! He tells the story of his cure with the utmost circumstantiality. He felt lighter than he had done for many weeks, and he felt as if he could leap and dance from lightness of heart at the acquisition of his newly formed strength. He was cured, and has remained cured; a fact well known to his neighbors, many of whom were present at his baptism in the Makarewa. (958, 1345, 1109, 1845)
ad-title: CLEARING SALE OF HORSES, CATTLE, SHEEP, AND IMPLEMENTS. (35, 268, 169, 301)
ad-body: TENDERS will be received on the 27th day of February for ERECTING a HOTEL and STABLES at BURKE'S PASS. (489, 326, 644, 373)
list-item: 1500 ,, ,, good mouths (23, 748, 118, 759)
